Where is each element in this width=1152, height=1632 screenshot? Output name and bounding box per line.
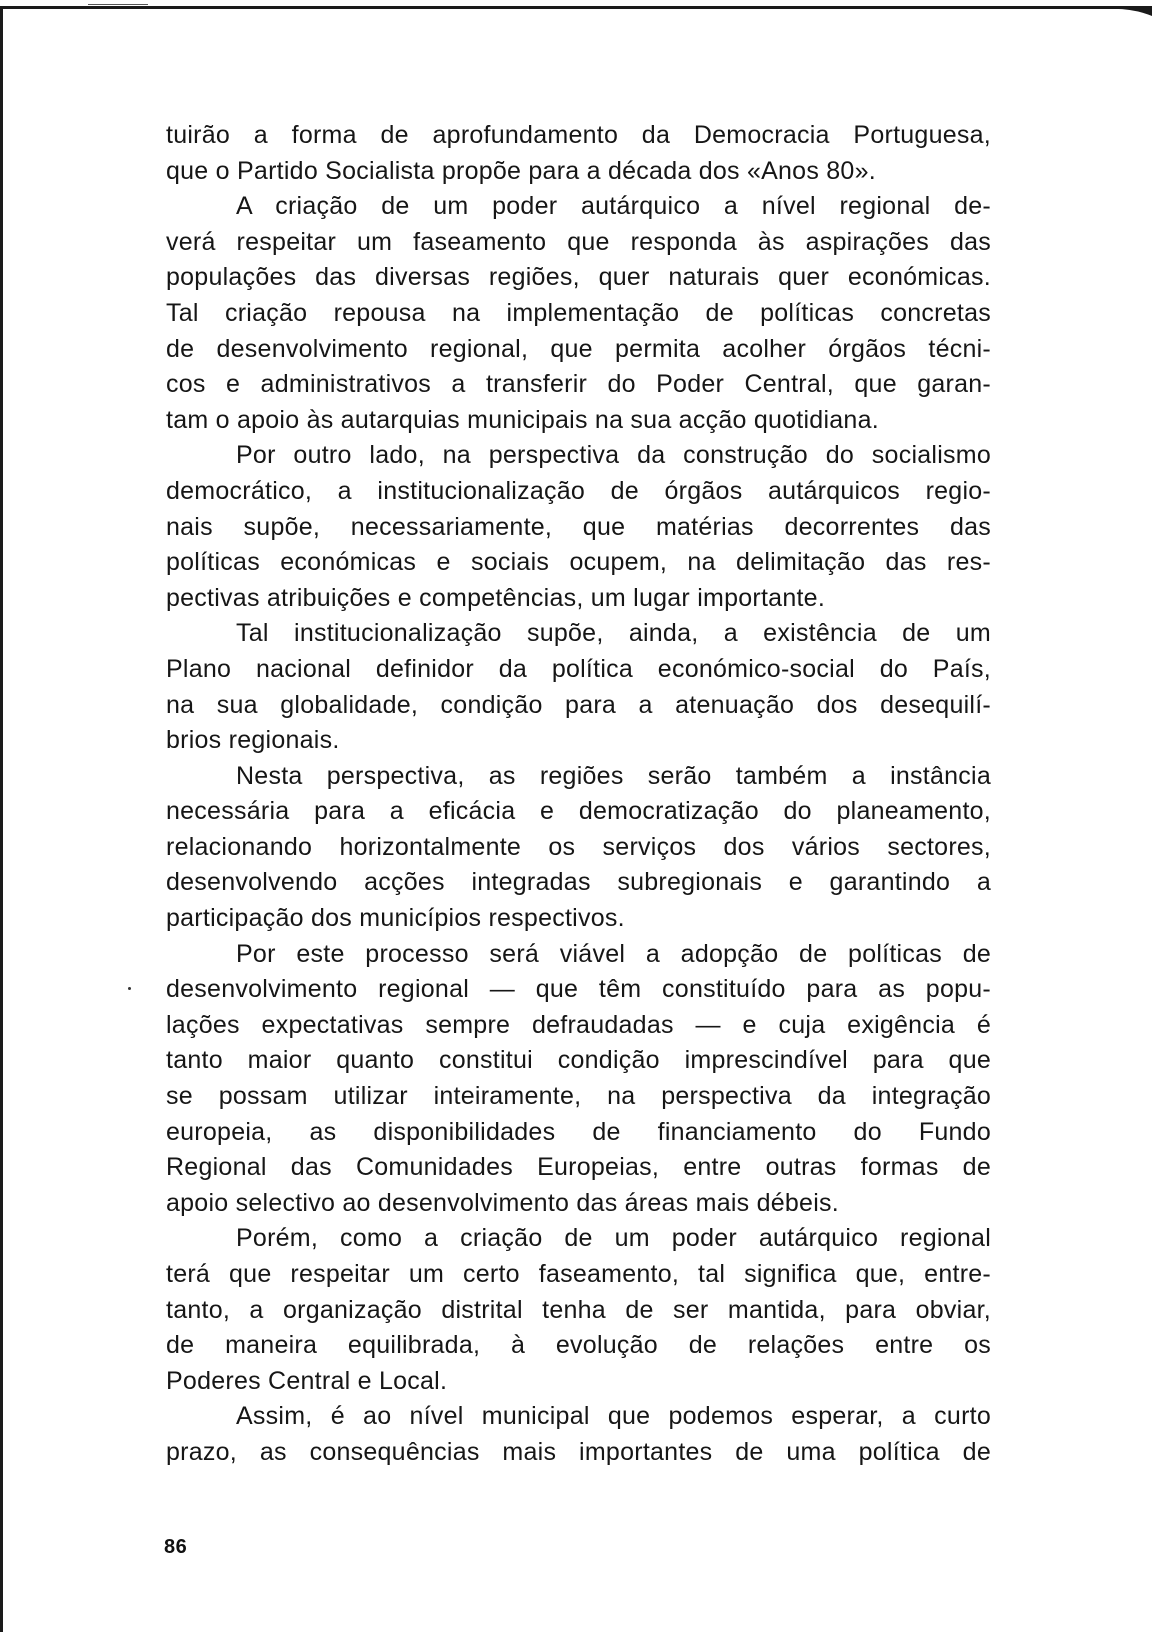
scan-edge-top: [0, 6, 1152, 9]
text-line: relacionando horizontalmente os serviços dos vários sectores,: [166, 832, 991, 861]
text-line: necessária para a eficácia e democratização do planeamento,: [166, 797, 991, 826]
page-body-text: [166, 118, 991, 1471]
text-line: na sua globalidade, condição para a atenuação dos desequilí-: [166, 690, 991, 719]
text-line: Por outro lado, na perspectiva da construção do socialismo: [236, 441, 991, 470]
scan-corner-mark: [1092, 6, 1152, 22]
text-line: populações das diversas regiões, quer naturais quer económicas.: [166, 263, 991, 292]
text-line: políticas económicas e sociais ocupem, na delimitação das res-: [166, 548, 991, 577]
paragraph: [166, 1221, 991, 1399]
text-line: Plano nacional definidor da política económico-social do País,: [166, 654, 991, 683]
text-line: tanto, a organização distrital tenha de ser mantida, para obviar,: [166, 1295, 991, 1324]
text-line: Tal criação repousa na implementação de políticas concretas: [166, 298, 991, 327]
text-line: Porém, como a criação de um poder autárquico regional: [236, 1224, 991, 1253]
text-line: tam o apoio às autarquias municipais na sua acção quotidiana.: [166, 405, 879, 434]
page-number: 86: [164, 1536, 188, 1558]
text-line: prazo, as consequências mais importantes de uma política de: [166, 1437, 991, 1466]
scan-speck: [128, 987, 131, 990]
text-line: democrático, a institucionalização de órgãos autárquicos regio-: [166, 476, 991, 505]
text-line: de desenvolvimento regional, que permita acolher órgãos técni-: [166, 334, 991, 363]
text-line: tuirão a forma de aprofundamento da Democracia Portuguesa,: [166, 121, 991, 149]
scan-edge-dash: [88, 4, 148, 5]
paragraph: [166, 189, 991, 438]
text-line: cos e administrativos a transferir do Poder Central, que garan-: [166, 370, 991, 399]
text-line: desenvolvimento regional — que têm constituído para as popu-: [166, 975, 991, 1004]
text-line: apoio selectivo ao desenvolvimento das áreas mais débeis.: [166, 1188, 839, 1217]
text-line: pectivas atribuições e competências, um lugar importante.: [166, 583, 826, 612]
text-line: desenvolvendo acções integradas subregionais e garantindo a: [166, 868, 991, 897]
text-line: Poderes Central e Local.: [166, 1366, 448, 1395]
text-line: de maneira equilibrada, à evolução de relações entre os: [166, 1331, 991, 1360]
text-line: se possam utilizar inteiramente, na perspectiva da integração: [166, 1082, 991, 1111]
text-line: participação dos municípios respectivos.: [166, 904, 625, 933]
text-line: tanto maior quanto constitui condição imprescindível para que: [166, 1046, 991, 1075]
text-line: Tal institucionalização supõe, ainda, a existência de um: [236, 619, 991, 648]
text-line: Nesta perspectiva, as regiões serão também a instância: [236, 761, 991, 790]
text-line: nais supõe, necessariamente, que matérias decorrentes das: [166, 512, 991, 541]
text-line: A criação de um poder autárquico a nível regional de-: [236, 192, 991, 221]
text-line: que o Partido Socialista propõe para a década dos «Anos 80».: [166, 156, 876, 185]
text-line: Por este processo será viável a adopção de políticas de: [236, 939, 991, 968]
text-line: europeia, as disponibilidades de financiamento do Fundo: [166, 1117, 991, 1146]
paragraph: [166, 759, 991, 937]
paragraph: [166, 616, 991, 758]
text-line: Regional das Comunidades Europeias, entre outras formas de: [166, 1153, 991, 1182]
text-line: terá que respeitar um certo faseamento, tal significa que, entre-: [166, 1260, 991, 1288]
scan-edge-left: [0, 6, 3, 1632]
text-line: verá respeitar um faseamento que responda às aspirações das: [166, 227, 991, 256]
paragraph: [166, 937, 991, 1222]
text-line: Assim, é ao nível municipal que podemos esperar, a curto: [236, 1402, 991, 1431]
paragraph: [166, 438, 991, 616]
paragraph: [166, 1399, 991, 1470]
text-line: brios regionais.: [166, 726, 340, 755]
text-line: lações expectativas sempre defraudadas — e cuja exigência é: [166, 1010, 991, 1039]
paragraph: [166, 118, 991, 189]
